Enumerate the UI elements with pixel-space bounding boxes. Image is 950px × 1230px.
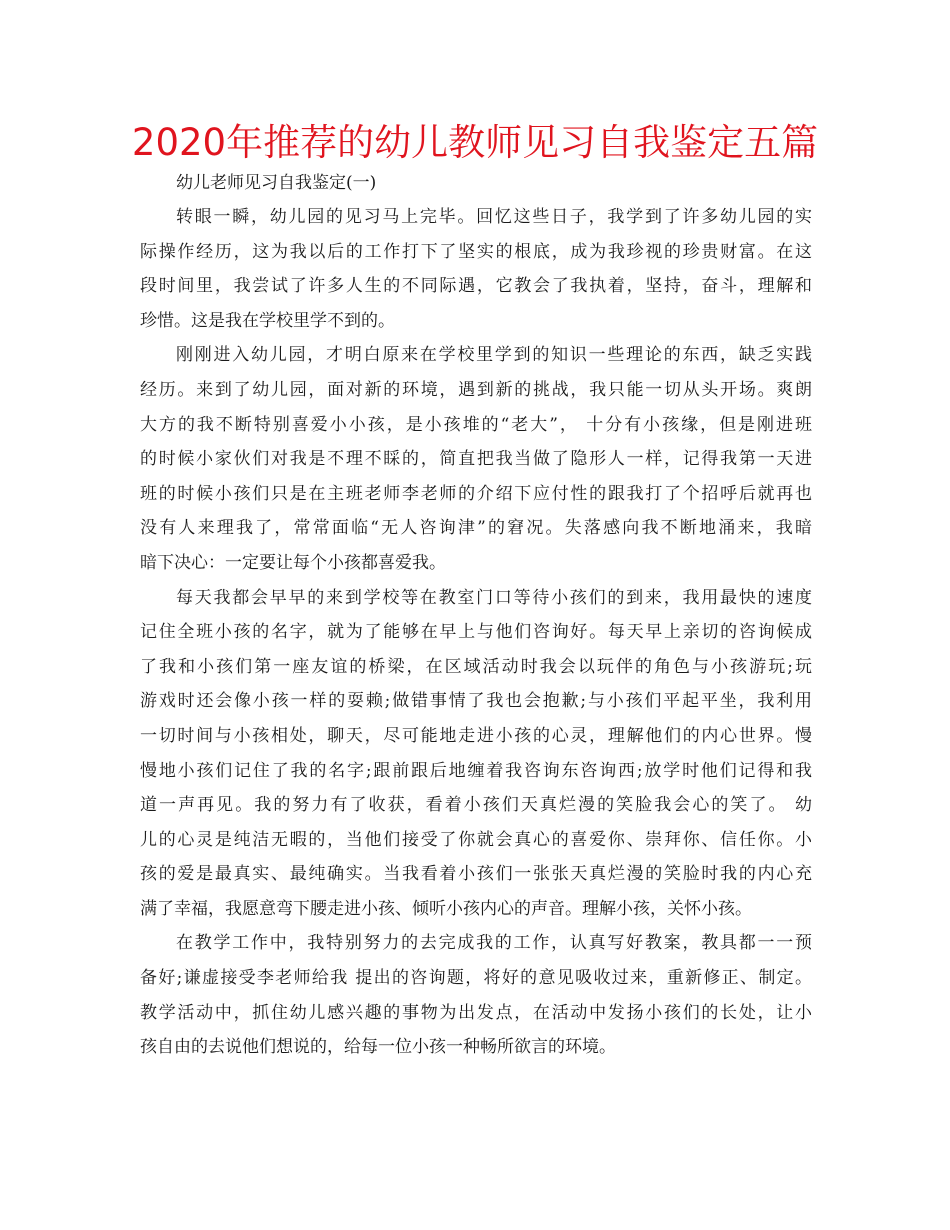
paragraph [140,338,812,580]
text-line: 教学活动中，抓住幼儿感兴趣的事物为出发点，在活动中发扬小孩们的长处，让小 [140,1002,812,1023]
text-line: 游戏时还会像小孩一样的耍赖;做错事情了我也会抱歉;与小孩们平起平坐，我利用 [140,691,812,712]
text-line: 的时候小家伙们对我是不理不睬的，简直把我当做了隐形人一样，记得我第一天进 [140,449,812,470]
text-line: 珍惜。这是我在学校里学不到的。 [140,310,395,331]
text-line: 孩自由的去说他们想说的，给每一位小孩一种畅所欲言的环境。 [140,1037,616,1058]
document-body [140,166,812,1065]
text-line: 一切时间与小孩相处，聊天，尽可能地走进小孩的心灵，理解他们的内心世界。慢 [140,725,812,746]
paragraph [140,926,812,1064]
text-line: 满了幸福，我愿意弯下腰走进小孩、倾听小孩内心的声音。理解小孩，关怀小孩。 [140,898,752,919]
text-line: 没有人来理我了，常常面临“无人咨询津”的窘况。失落感向我不断地涌来，我暗 [140,518,812,539]
text-line: 在教学工作中，我特别努力的去完成我的工作，认真写好教案，教具都一一预 [176,933,812,954]
text-line: 孩的爱是最真实、最纯确实。当我看着小孩们一张张天真烂漫的笑脸时我的内心充 [140,864,812,885]
paragraph [140,200,812,338]
text-line: 际操作经历，这为我以后的工作打下了坚实的根底，成为我珍视的珍贵财富。在这 [140,241,812,262]
text-line: 大方的我不断特别喜爱小小孩，是小孩堆的“老大”， 十分有小孩缘，但是刚进班 [140,414,812,435]
text-line: 暗下决心：一定要让每个小孩都喜爱我。 [140,552,446,573]
text-line: 转眼一瞬，幼儿园的见习马上完毕。回忆这些日子，我学到了许多幼儿园的实 [176,207,812,227]
paragraph [140,581,812,927]
text-line: 刚刚进入幼儿园，才明白原来在学校里学到的知识一些理论的东西，缺乏实践 [176,345,812,366]
text-line: 班的时候小孩们只是在主班老师李老师的介绍下应付性的跟我打了个招呼后就再也 [140,483,812,504]
text-line: 经历。来到了幼儿园，面对新的环境，遇到新的挑战，我只能一切从头开场。爽朗 [140,379,812,400]
text-line: 道一声再见。我的努力有了收获，看着小孩们天真烂漫的笑脸我会心的笑了。 幼 [140,795,812,816]
text-line: 了我和小孩们第一座友谊的桥梁，在区域活动时我会以玩伴的角色与小孩游玩;玩 [140,656,812,677]
text-line: 每天我都会早早的来到学校等在教室门口等待小孩们的到来，我用最快的速度 [176,587,812,608]
section-subtitle: 幼儿老师见习自我鉴定(一) [176,173,377,193]
text-line: 慢地小孩们记住了我的名字;跟前跟后地缠着我咨询东咨询西;放学时他们记得和我 [140,760,812,781]
text-line: 儿的心灵是纯洁无暇的，当他们接受了你就会真心的喜爱你、崇拜你、信任你。小 [140,829,812,850]
document-title: 2020年推荐的幼儿教师见习自我鉴定五篇 [131,121,819,164]
text-line: 段时间里，我尝试了许多人生的不同际遇，它教会了我执着，坚持，奋斗，理解和 [140,276,812,297]
text-line: 备好;谦虚接受李老师给我 提出的咨询题，将好的意见吸收过来，重新修正、制定。 [140,968,812,989]
text-line: 记住全班小孩的名字，就为了能够在早上与他们咨询好。每天早上亲切的咨询候成 [140,622,812,643]
